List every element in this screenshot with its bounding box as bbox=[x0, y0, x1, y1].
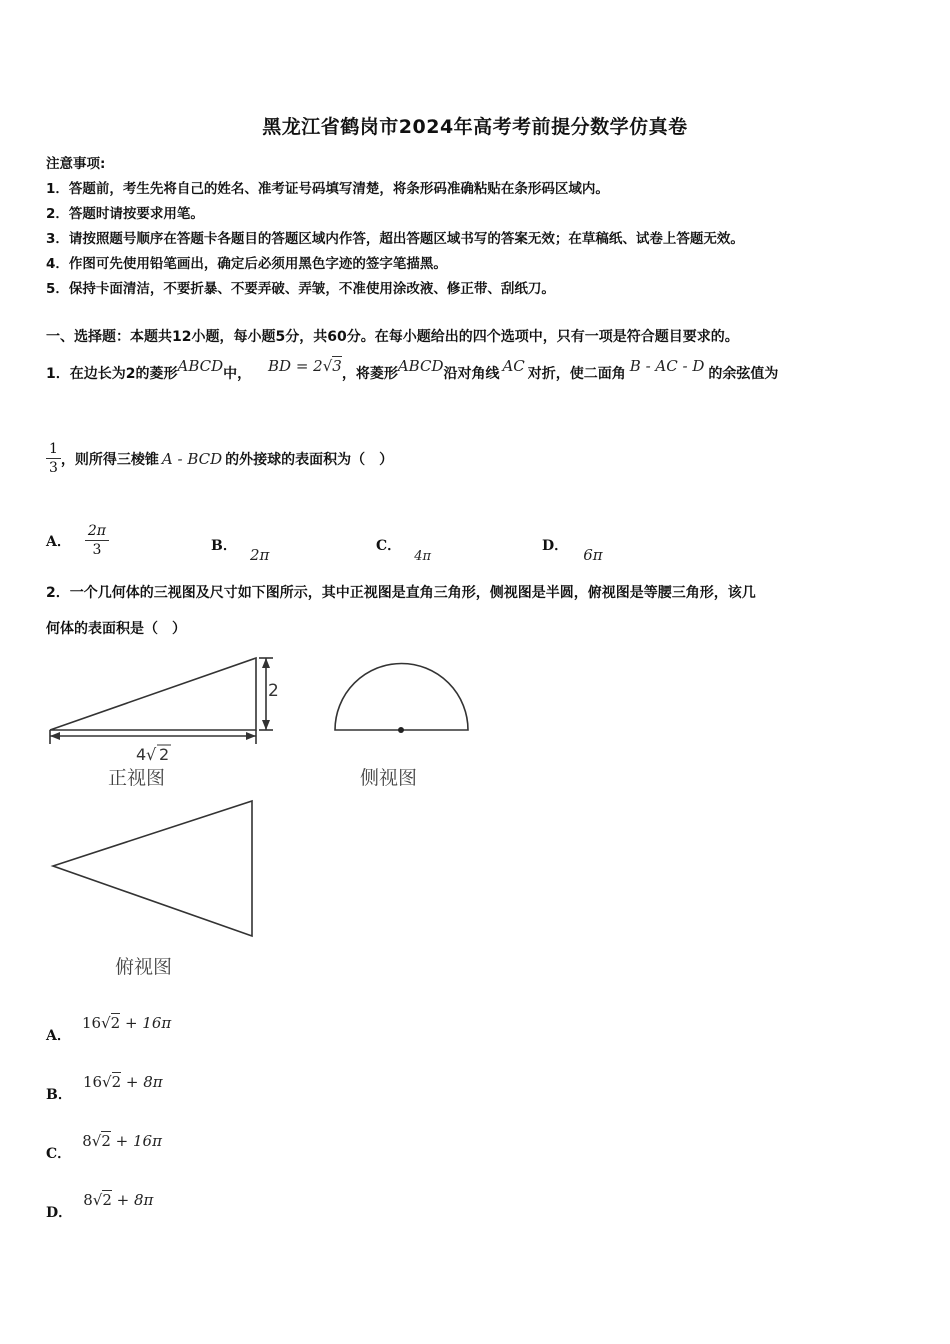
base-label-coef: 4 bbox=[136, 745, 147, 764]
q2-option-c[interactable]: C． 8√2 + 16π bbox=[46, 1132, 162, 1162]
q1-math-tetra: A - BCD bbox=[161, 449, 223, 468]
q1-option-a-fraction bbox=[85, 522, 109, 559]
q1-option-c-label: C． bbox=[376, 538, 402, 554]
q2-option-c-coef: 8 bbox=[82, 1132, 92, 1150]
q1-option-b-value: 2π bbox=[249, 546, 270, 564]
q1-option-b[interactable] bbox=[211, 535, 270, 564]
page-title: 黑龙江省鹤岗市2024年高考考前提分数学仿真卷 bbox=[262, 116, 688, 138]
q1-option-a-num: 2π bbox=[85, 522, 109, 541]
front-view bbox=[50, 658, 273, 744]
q2-option-a-coef: 16 bbox=[81, 1014, 102, 1032]
height-arrow-up bbox=[262, 658, 270, 668]
q2-option-a-rest: + 16π bbox=[120, 1014, 172, 1032]
height-arrow-down bbox=[262, 720, 270, 730]
base-label-sqrt: √ bbox=[146, 745, 157, 764]
q2-option-b-coef: 16 bbox=[82, 1073, 103, 1091]
notice-heading: 注意事项: bbox=[46, 156, 106, 172]
front-view-triangle bbox=[50, 658, 256, 730]
q1-text-3: ，将菱形 bbox=[341, 366, 398, 382]
q1-fraction-num: 1 bbox=[46, 440, 61, 459]
q1-text-5: 对折，使二面角 bbox=[527, 366, 626, 382]
q2-option-d-rad: 2 bbox=[102, 1191, 112, 1209]
q2-option-a-rad: 2 bbox=[110, 1014, 121, 1032]
three-view-figure bbox=[40, 648, 500, 988]
q2-stem-line2: 何体的表面积是（ ） bbox=[46, 621, 186, 637]
side-view-semicircle bbox=[335, 664, 468, 731]
q1-math-bd-rad: 3 bbox=[332, 357, 342, 375]
q2-option-d-rest: + 8π bbox=[111, 1191, 154, 1209]
q1-text-2: 中， bbox=[223, 366, 252, 382]
q1-math-ac: AC bbox=[502, 357, 525, 375]
q2-option-c-label: C． bbox=[46, 1146, 72, 1162]
q2-option-a-label: A． bbox=[46, 1028, 71, 1044]
height-label: 2 bbox=[268, 681, 279, 701]
q1-math-abcd: ABCD bbox=[177, 357, 224, 375]
base-label bbox=[136, 745, 171, 764]
side-view bbox=[335, 664, 468, 734]
q1-text-6: 的余弦值为 bbox=[708, 366, 779, 382]
q1-fraction-den: 3 bbox=[49, 460, 58, 476]
q2-option-b-rad: 2 bbox=[111, 1073, 122, 1091]
section-heading: 一、选择题：本题共12小题，每小题5分，共60分。在每小题给出的四个选项中，只有一项是符合题目要求的。 bbox=[46, 329, 739, 345]
q1-option-d[interactable] bbox=[542, 535, 603, 564]
q2-option-c-rad: 2 bbox=[101, 1132, 111, 1150]
top-view-label: 俯视图 bbox=[115, 956, 173, 978]
q1-math-bd-var: BD bbox=[268, 357, 292, 375]
q1-math-abcd-2: ABCD bbox=[397, 357, 444, 375]
q1-fraction bbox=[46, 440, 61, 477]
notice-item-5: 5．保持卡面清洁，不要折暴、不要弄破、弄皱，不准使用涂改液、修正带、刮纸刀。 bbox=[46, 281, 555, 297]
q1-option-a-label: A． bbox=[46, 533, 71, 550]
q2-option-a[interactable]: A． 16√2 + 16π bbox=[46, 1014, 172, 1044]
q1-option-d-label: D． bbox=[542, 538, 569, 554]
q1-option-a[interactable] bbox=[46, 522, 109, 559]
q1-option-a-den: 3 bbox=[92, 542, 102, 558]
q2-option-b[interactable]: B． 16√2 + 8π bbox=[46, 1073, 163, 1103]
base-label-rad: 2 bbox=[159, 745, 170, 764]
q1-math-bd: BD = 2√3 bbox=[268, 357, 342, 375]
front-view-label: 正视图 bbox=[108, 767, 166, 789]
q2-stem-line1: 2．一个几何体的三视图及尺寸如下图所示，其中正视图是直角三角形，侧视图是半圆，俯视图是等腰三角形，该几 bbox=[46, 585, 756, 601]
base-arrow-right bbox=[246, 732, 256, 740]
q2-option-b-label: B． bbox=[46, 1087, 72, 1103]
notice-item-3: 3．请按照题号顺序在答题卡各题目的答题区域内作答，超出答题区域书写的答案无效；在草稿纸、试卷上答题无效。 bbox=[46, 231, 744, 247]
q1-text-1: 1．在边长为2的菱形 bbox=[46, 366, 178, 382]
q1-text-4: 沿对角线 bbox=[443, 366, 500, 382]
q1-option-c-value: 4π bbox=[414, 549, 432, 564]
q1-stem-line2 bbox=[46, 440, 393, 477]
base-arrow-left bbox=[50, 732, 60, 740]
side-view-center-dot bbox=[398, 727, 404, 733]
side-view-label: 侧视图 bbox=[360, 767, 418, 789]
notice-item-2: 2．答题时请按要求用笔。 bbox=[46, 206, 204, 222]
q1-option-b-label: B． bbox=[211, 538, 237, 554]
notice-item-4: 4．作图可先使用铅笔画出，确定后必须用黑色字迹的签字笔描黑。 bbox=[46, 256, 447, 272]
top-view-triangle bbox=[53, 801, 252, 936]
notice-item-1: 1．答题前，考生先将自己的姓名、准考证号码填写清楚，将条形码准确粘贴在条形码区域内。 bbox=[46, 181, 609, 197]
q2-option-b-rest: + 8π bbox=[121, 1073, 163, 1091]
q2-option-d[interactable]: D． 8√2 + 8π bbox=[46, 1191, 154, 1221]
q1-math-bd-eq: = 2 bbox=[291, 357, 323, 375]
q1-math-dihedral: B - AC - D bbox=[629, 357, 705, 375]
q1-stem-line1 bbox=[46, 357, 779, 383]
q2-option-c-rest: + 16π bbox=[110, 1132, 162, 1150]
q2-option-d-coef: 8 bbox=[83, 1191, 93, 1209]
q1-text-8: 的外接球的表面积为（ ） bbox=[225, 451, 394, 468]
q2-option-d-label: D． bbox=[46, 1205, 73, 1221]
q1-text-7: ，则所得三棱锥 bbox=[60, 451, 159, 468]
q1-option-d-value: 6π bbox=[583, 546, 603, 564]
